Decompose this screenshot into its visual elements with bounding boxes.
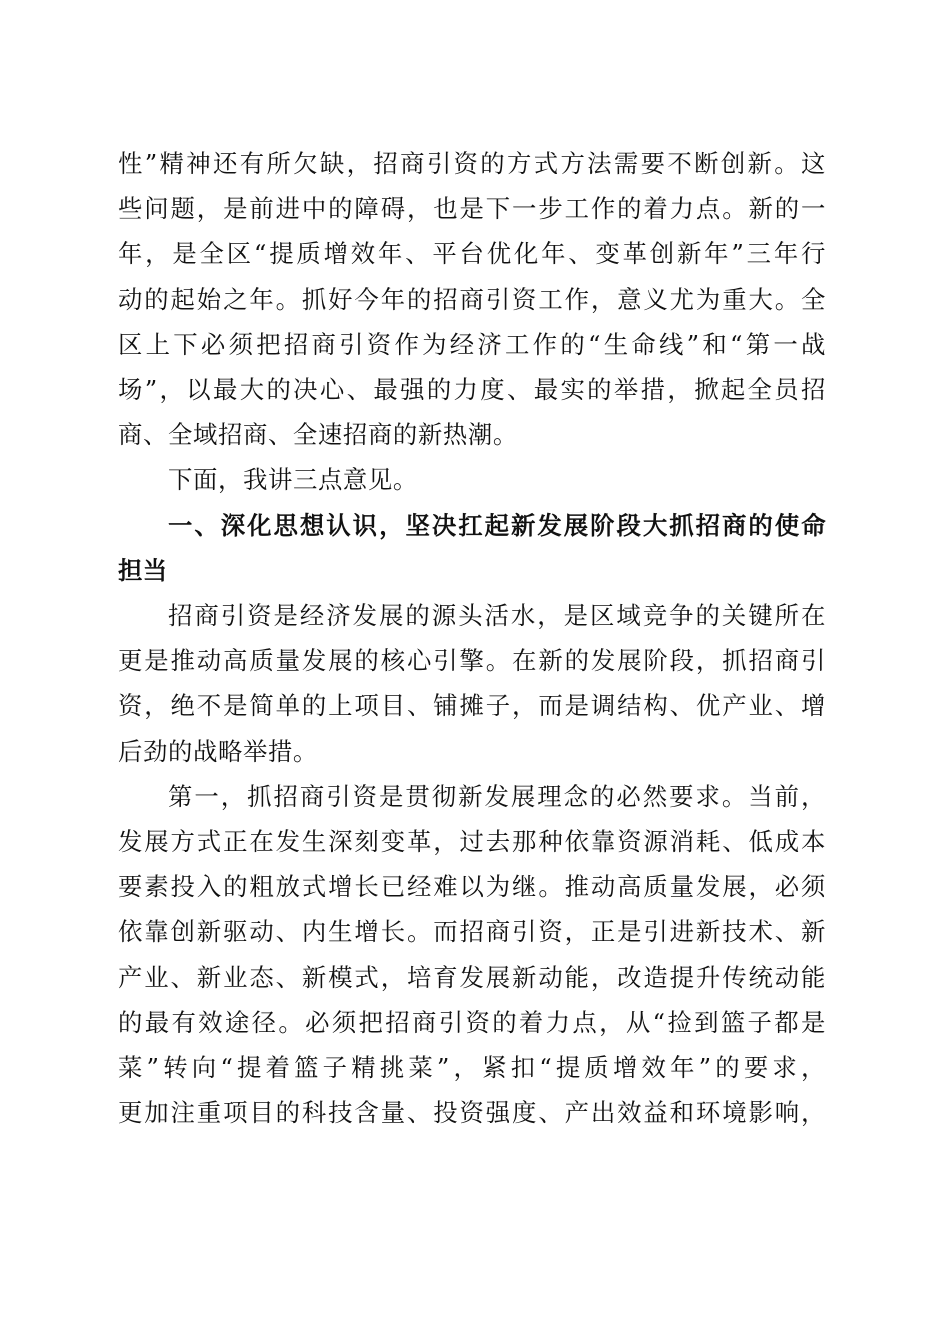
text-line: 些问题，是前进中的障碍，也是下一步工作的着力点。新的一 (118, 194, 826, 224)
text-line: 后劲的战略举措。 (118, 736, 318, 766)
text-line: 性”精神还有所欠缺，招商引资的方式方法需要不断创新。这 (118, 149, 826, 178)
text-line: 下面，我讲三点意见。 (168, 465, 418, 495)
text-line: 第一，抓招商引资是贯彻新发展理念的必然要求。当前， (168, 781, 826, 811)
text-line: 要素投入的粗放式增长已经难以为继。推动高质量发展，必须 (118, 872, 826, 902)
paragraph-intro (118, 457, 826, 502)
paragraph-point-1 (118, 774, 826, 1136)
text-line: 区上下必须把招商引资作为经济工作的“生命线”和“第一战 (118, 329, 826, 359)
text-line: 菜”转向“提着篮子精挑菜”，紧扣“提质增效年”的要求， (118, 1053, 826, 1083)
text-line: 更加注重项目的科技含量、投资强度、产出效益和环境影响， (118, 1098, 826, 1128)
text-line: 更是推动高质量发展的核心引擎。在新的发展阶段，抓招商引 (118, 646, 826, 676)
document-body (118, 141, 826, 1135)
text-line: 商、全域招商、全速招商的新热潮。 (118, 420, 518, 450)
heading-line: 一、深化思想认识，坚决扛起新发展阶段大抓招商的使命 (168, 510, 826, 540)
section-heading-1 (118, 503, 826, 593)
text-line: 产业、新业态、新模式，培育发展新动能，改造提升传统动能 (118, 962, 826, 992)
text-line: 发展方式正在发生深刻变革，过去那种依靠资源消耗、低成本 (118, 827, 826, 857)
text-line: 场”，以最大的决心、最强的力度、最实的举措，掀起全员招 (118, 375, 826, 405)
heading-line: 担当 (118, 555, 168, 585)
text-line: 招商引资是经济发展的源头活水，是区域竞争的关键所在 (168, 601, 826, 631)
paragraph-continuation (118, 141, 826, 457)
text-line: 年，是全区“提质增效年、平台优化年、变革创新年”三年行 (118, 239, 826, 269)
text-line: 动的起始之年。抓好今年的招商引资工作，意义尤为重大。全 (118, 284, 826, 314)
text-line: 资，绝不是简单的上项目、铺摊子，而是调结构、优产业、增 (118, 691, 826, 721)
paragraph-section-intro (118, 593, 826, 774)
text-line: 的最有效途径。必须把招商引资的着力点，从“捡到篮子都是 (118, 1007, 826, 1037)
text-line: 依靠创新驱动、内生增长。而招商引资，正是引进新技术、新 (118, 917, 826, 947)
